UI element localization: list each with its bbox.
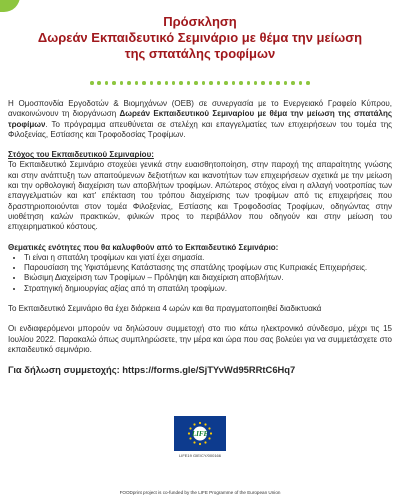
list-item: • Παρουσίαση της Υφιστάμενης Κατάστασης της σπατάλης τροφίμων στις Κυπριακές Επιχειρήσεις. (24, 263, 392, 273)
topics-list (8, 253, 392, 294)
title-line-1: Πρόσκληση (163, 14, 237, 29)
list-item: • Τι είναι η σπατάλη τροφίμων και γιατί έχει σημασία. (24, 253, 392, 263)
document-body (8, 99, 392, 376)
registration-link[interactable]: Για δήλωση συμμετοχής: https://forms.gle/SjTYvWd95RRtC6Hq7 (8, 364, 296, 376)
registration-paragraph: Οι ενδιαφερόμενοι μπορούν να δηλώσουν συμμετοχή στο πιο κάτω ηλεκτρονικό σύνδεσμο, μέχρι τις 15 Ιουλίου 2022. Παρακαλώ όπως συμπληρώσετε, την μέρα και ώρα που σας βολεύει για να συμμετάσχετε στο εκπαιδευτικό σεμινάριο. (8, 324, 392, 354)
dotted-divider (90, 80, 310, 86)
intro-paragraph (8, 99, 392, 140)
reference-code: LIFE19 GIE/CY/000166 (178, 453, 222, 458)
duration-paragraph: Το Εκπαιδευτικό Σεμινάριο θα έχει διάρκεια 4 ωρών και θα πραγματοποιηθεί διαδικτυακά (8, 304, 322, 314)
intro-text-2: . Το πρόγραμμα απευθύνεται σε στελέχη και επαγγελματίες των επιχειρήσεων του τομέα της Φιλοξενίας, Εστίασης και Τροφοδοσίας Τροφίμων. (8, 119, 392, 139)
title-line-2: Δωρεάν Εκπαιδευτικό Σεμινάριο με θέμα την μείωση (37, 30, 363, 45)
objective-paragraph: Το Εκπαιδευτικό Σεμινάριο στοχεύει γενικά στην ευαισθητοποίηση, στην παροχή της απαραίτητης γνώσης και στην ανάπτυξη των απαιτούμενων δεξιοτήτων και ικανοτήτων των επιχειρήσεων σχετικά με την μείωση και την ορθολογική διαχείριση των αποβλήτων τροφίμων. Απώτερος στόχος είναι η αλλαγή νοοτροπίας των επαγγελματιών και κατ' επέκταση του τρόπου διαχείρισης των τροφίμων από τις επιχειρήσεις που δραστηριοποιούνται στον τομέα Φιλοξενίας, Εστίασης και Τροφοδοσίας Τροφίμων, οδηγώντας στην υιοθέτηση καλών πρακτικών, φιλικών προς το περιβάλλον που οδηγούν και στην μείωση του επιχειρηματικού κόστους. (8, 160, 392, 232)
eu-life-logo (174, 416, 226, 451)
list-item: • Βιώσιμη Διαχείριση των Τροφίμων – Πρόληψη και διαχείριση αποβλήτων. (24, 273, 392, 283)
intro-bold-text: Δωρεάν Εκπαιδευτικού Σεμιναρίου με θέμα την μείωση της σπατάλης τροφίμων (8, 109, 392, 129)
corner-logo (0, 0, 20, 12)
life-logo-text: LIFE (191, 430, 209, 438)
objective-heading: Στόχος του Εκπαιδευτικού Σεμιναρίου: (8, 150, 154, 160)
list-item: • Στρατηγική δημιουργίας αξίας από τη σπατάλη τροφίμων. (24, 284, 392, 294)
invitation-title (0, 14, 400, 62)
intro-text-1: Η Ομοσπονδία Εργοδοτών & Βιομηχάνων (ΟΕΒ) σε συνεργασία με το Ενεργειακό Γραφείο Κύπρου, ανακοινώνουν τη διοργάνωση (8, 99, 392, 119)
title-line-3: της σπατάλης τροφίμων (124, 46, 276, 61)
topics-heading: Θεματικές ενότητες που θα καλυφθούν από το Εκπαιδευτικό Σεμινάριο: (8, 242, 279, 252)
footer-text: FOODprint project is co-funded by the LIFE Programme of the European Union (119, 490, 281, 495)
